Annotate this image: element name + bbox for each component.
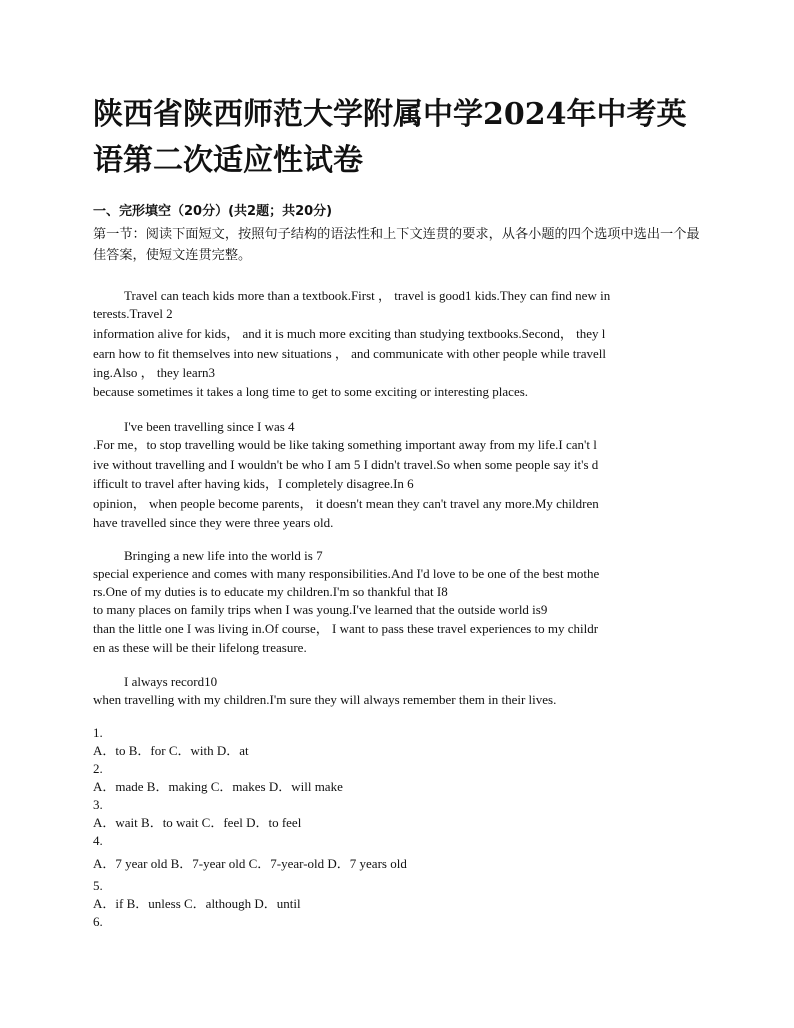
passage-line: .For me，to stop travelling would be like taking something important away from my life.I can't l (93, 437, 597, 452)
passage-line: ing.Also ， they learn3 (93, 365, 216, 380)
passage-line: earn how to fit themselves into new situations ， and communicate with other people while travell (93, 346, 607, 361)
question-options: A．to B．for C．with D．at (93, 743, 249, 758)
passage-line: I've been travelling since I was 4 (124, 419, 295, 434)
passage-line: ifficult to travel after having kids，I completely disagree.In 6 (93, 476, 414, 491)
passage-line: terests.Travel 2 (93, 306, 173, 321)
question-number: 4. (93, 833, 103, 848)
passage-line: en as these will be their lifelong treasure. (93, 640, 307, 655)
question-number: 2. (93, 761, 103, 776)
passage-line: to many places on family trips when I was young.I've learned that the outside world is9 (93, 602, 548, 617)
passage-line: than the little one I was living in.Of course， I want to pass these travel experiences to my childr (93, 621, 599, 636)
passage-line: when travelling with my children.I'm sure they will always remember them in their lives. (93, 692, 557, 707)
passage-line: Travel can teach kids more than a textbook.First ， travel is good1 kids.They can find new in (124, 288, 611, 303)
question-options: A．made B．making C．makes D．will make (93, 779, 343, 794)
passage-line: have travelled since they were three years old. (93, 515, 334, 530)
passage-line: rs.One of my duties is to educate my children.I'm so thankful that I8 (93, 584, 448, 599)
passage-line: ive without travelling and I wouldn't be who I am 5 I didn't travel.So when some people say it's d (93, 457, 599, 472)
question-number: 3. (93, 797, 103, 812)
question-number: 6. (93, 914, 103, 929)
passage-line: because sometimes it takes a long time to get to some exciting or interesting places. (93, 384, 529, 399)
section-heading: 一、完形填空（20分）(共2题；共20分) (93, 204, 333, 219)
passage-line: I always record10 (124, 674, 218, 689)
passage-line: information alive for kids， and it is much more exciting than studying textbooks.Second， they l (93, 326, 606, 341)
passage-line: opinion， when people become parents， it doesn't mean they can't travel any more.My children (93, 496, 599, 511)
question-options: A．if B．unless C．although D．until (93, 896, 301, 911)
question-number: 5. (93, 878, 103, 893)
page-title: 陕西省陕西师范大学附属中学2024年中考英语第二次适应性试卷 (93, 97, 687, 178)
question-options: A．wait B．to wait C．feel D．to feel (93, 815, 302, 830)
passage-line: special experience and comes with many responsibilities.And I'd love to be one of the best mothe (93, 566, 600, 581)
section-instruction: 第一节：阅读下面短文，按照句子结构的语法性和上下文连贯的要求，从各小题的四个选项中选出一个最佳答案，使短文连贯完整。 (93, 227, 700, 263)
question-number: 1. (93, 725, 103, 740)
question-options: A．7 year old B．7-year old C．7-year-old D．7 years old (93, 856, 407, 871)
passage-line: Bringing a new life into the world is 7 (124, 548, 323, 563)
